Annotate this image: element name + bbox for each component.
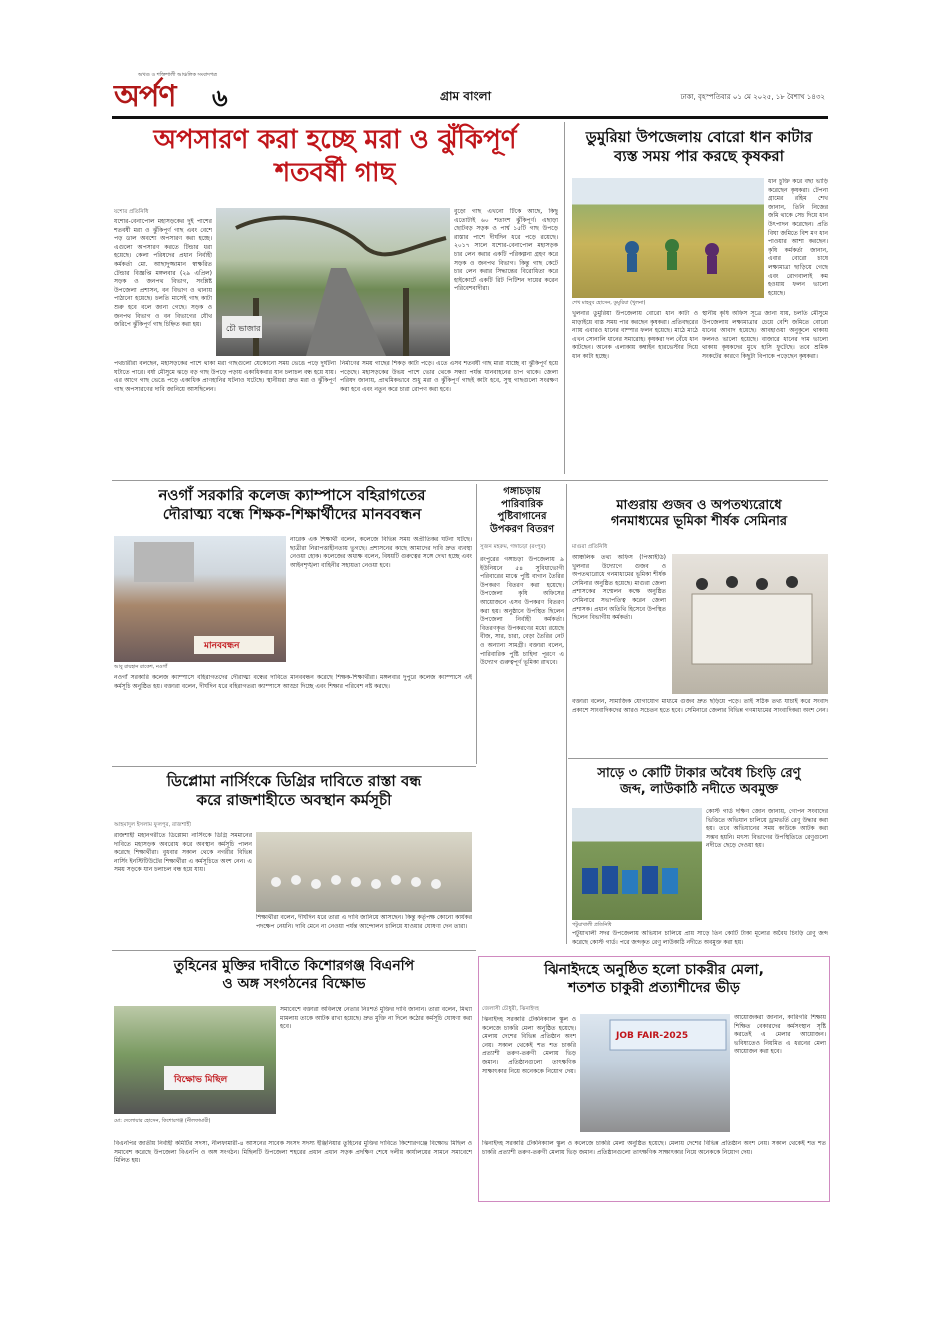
diploma-byline: আহমাদুল ইসলাম ফুলপুর, রাজশাহী [114, 822, 191, 828]
diploma-headline-line-2: করে রাজশাহীতে অবস্থান কর্মসূচী [196, 790, 392, 809]
job-fair-illustration [580, 1014, 730, 1132]
human-chain-illustration [114, 536, 286, 662]
naogaon-caption: আবু রায়হান রাকেশ, নওগাঁ [114, 664, 168, 670]
rally-illustration [114, 1006, 276, 1114]
row-divider [568, 758, 828, 759]
page-number: ৬ [212, 83, 228, 112]
kishoreganj-caption: মো: দেলোয়ার হোসেন, কিশোরগঞ্জ (নীলফামারী) [114, 1118, 211, 1124]
column-divider [566, 484, 567, 944]
trees-headline-line-1: অপসারণ করা হচ্ছে মরা ও ঝুঁকিপূর্ণ [153, 125, 517, 155]
magura-byline: মাগুরা প্রতিনিধি [572, 544, 608, 550]
trees-body-lower-2: নির্মাণের সময় গাছের শিকড় কাটা পড়ে। এতে এসব শতবর্ষী গাছ মারা যাচ্ছে বা ঝুঁকিপূর্ণ হয়ে পড়েছে। মহাসড়কের উভয় পাশে ভোর থেকে সন্ধ্যা পর্যন্ত যানবাহনের চাপ থাকে। জেলা পরিষদ জানায়, প্রাথমিকভাবে শুধু মরা ও ঝুঁকিপূর্ণ গাছই কাটা হবে, সুস্থ গাছগুলো সংরক্ষণ করা হবে এবং নতুন করে চারা রোপণ করা হবে। [340, 360, 558, 393]
dateline: ঢাকা, বৃহস্পতিবার ০১ মে ২০২৫, ১৮ বৈশাখ ১৪৩২ [680, 93, 825, 101]
magura-body-lower: বক্তারা বলেন, সামাজিক যোগাযোগ মাধ্যমে গুজব দ্রুত ছড়িয়ে পড়ে। তাই সঠিক তথ্য যাচাই করে সংবাদ প্রকাশে সাংবাদিকদের আরও সচেতন হতে হবে। সেমিনারে জেলার বিভিন্ন গণমাধ্যমের সাংবাদিকরা অংশ নেন। [572, 698, 828, 714]
jhenaidah-banner-text: JOB FAIR-2025 [616, 1031, 689, 1041]
shrimp-headline [570, 766, 828, 799]
gangachara-headline [480, 486, 564, 536]
harvest-headline [570, 128, 828, 166]
magura-headline-line-1: মাগুরায় গুজব ও অপতথ্যরোধে [616, 498, 782, 513]
section-name: গ্রাম বাংলা [440, 89, 492, 103]
logo-wordmark: অর্পণ [114, 79, 176, 114]
row-divider [112, 766, 476, 767]
shrimp-body-side: কোস্ট গার্ড দক্ষিণ জোন জানায়, গোপন সংবাদের ভিত্তিতে অভিযান চালিয়ে ড্রামভর্তি রেণু উদ্ধার করা হয়। তবে অভিযানের সময় কাউকে আটক করা সম্ভব হয়নি। মৎস্য বিভাগের উপস্থিতিতে রেণুগুলো নদীতে ছেড়ে দেওয়া হয়। [706, 808, 828, 850]
seminar-room-illustration [672, 554, 828, 694]
trees-body-col1: যশোর-বেনাপোল মহাসড়কের দুই পাশের শতবর্ষী মরা ও ঝুঁকিপূর্ণ গাছ এবং বেশে পড় ডাল অবশ্যে অপসারণ করা হচ্ছে। এগুলো অপসারণ করতে টিন্ডার ধরা হয়েছে। কেলা পরিষদের প্রধান নির্বাহী কর্মকর্তা মো. আছাদুজ্জামান স্বাক্ষরিত টেন্ডার বিজ্ঞপ্তি মঙ্গলবার (২৯ এপ্রিল) সড়ক ও জনপথ বিভাগ, সংশ্লিষ্ট উপজেলা প্রশাসন, বন বিভাগ ও থানায় পাঠানো হয়েছে। চলতি মাসেই গাছ কাটা শুরু হবে বলে জানা গেছে। সড়ক ও জনপথ বিভাগ ও বন বিভাগের যৌথ জরিপে ঝুঁকিপূর্ণ গাছ চিহ্নিত করা হয়। [114, 218, 212, 329]
naogaon-banner-text: মানববন্ধন [204, 641, 240, 651]
shrimp-photo [572, 808, 702, 920]
shrimp-headline-line-2: জব্দ, লাউকাঠি নদীতে অবমুক্ত [619, 782, 779, 798]
kishoreganj-photo [114, 1006, 276, 1114]
naogaon-headline-line-1: নওগাঁ সরকারি কলেজ ক্যাম্পাসে বহিরাগতের [158, 486, 426, 504]
harvest-field-illustration [572, 178, 764, 298]
row-divider [112, 480, 828, 481]
naogaon-photo [114, 536, 286, 662]
column-divider [564, 122, 565, 474]
jhenaidah-headline [482, 962, 826, 997]
kishoreganj-body-col2: সমাবেশে বক্তারা অবিলম্বে নেতার নিঃশর্ত মুক্তির দাবি জানান। তারা বলেন, মিথ্যা মামলায় তাকে আটক রাখা হয়েছে। দ্রুত মুক্তি না দিলে কঠোর কর্মসূচি ঘোষণা করা হবে। [280, 1006, 472, 1031]
diploma-headline [112, 772, 476, 810]
harvest-body-side: ধান চুক্তি করে বছা ভাড়ি করেছেন কৃষকরা। টেপনা গ্রামের রহিম শেখ জানান, তিনি নিজের জমি থাকে সেচ দিয়ে ধান উৎপাদন করেছেন। প্রতি বিঘা জমিতে বিশ মণ ধান পাওয়ার আশা করছেন। কৃষি কর্মকর্তা জানান, এবার বোরো চাষে লক্ষ্যমাত্রা ছাড়িয়ে গেছে এবং রোগবালাই কম হওয়ায় ফলন ভালো হয়েছে। [768, 178, 828, 297]
shrimp-caption: পটুয়াখালী প্রতিনিধি [572, 922, 612, 928]
kishoreganj-headline-line-1: তুহিনের মুক্তির দাবীতে কিশোরগঞ্জ বিএনপি [173, 958, 415, 974]
harvest-headline-line-1: ডুমুরিয়া উপজেলায় বোরো ধান কাটার [585, 128, 813, 146]
seized-drums-illustration [572, 808, 702, 920]
jhenaidah-body-col3: আয়োজকরা জানান, কারিগরি শিক্ষায় শিক্ষিত বেকারদের কর্মসংস্থান সৃষ্টি করতেই এ মেলার আয়োজন। ভবিষ্যতেও নিয়মিত এ ধরনের মেলা আয়োজন করা হবে। [734, 1014, 826, 1056]
masthead-rule [112, 116, 828, 119]
jhenaidah-body-col1: ঝিনাইদহ সরকারি টেকনিক্যাল স্কুল ও কলেজে চাকরি মেলা অনুষ্ঠিত হয়েছে। মেলায় দেশের বিভিন্ন প্রতিষ্ঠান অংশ নেয়। সকাল থেকেই শত শত চাকরি প্রত্যাশী তরুণ-তরুণী মেলায় ভিড় জমান। প্রতিষ্ঠানগুলো তাৎক্ষণিক সাক্ষাৎকার নিয়ে অনেককে নিয়োগ দেয়। [482, 1016, 576, 1075]
naogaon-headline-line-2: দৌরাত্ম্য বন্ধে শিক্ষক-শিক্ষার্থীদের মানববন্ধন [162, 504, 422, 523]
kishoreganj-headline [112, 958, 476, 993]
diploma-body-lower: শিক্ষার্থীরা বলেন, দীর্ঘদিন ধরে তারা এ দাবি জানিয়ে আসছেন। কিন্তু কর্তৃপক্ষ কোনো কার্যকর পদক্ষেপ নেয়নি। দাবি মেনে না নেওয়া পর্যন্ত আন্দোলন চালিয়ে যাওয়ার ঘোষণা দেন তারা। [256, 914, 472, 930]
trees-photo-sign: চৌ ভাজার [226, 324, 261, 333]
shrimp-body-lower: পটুয়াখালী সদর উপজেলায় অভিযান চালিয়ে প্রায় সাড়ে তিন কোটি টাকা মূল্যের অবৈধ চিংড়ি রেণু জব্দ করেছে কোস্ট গার্ড। পরে জব্দকৃত রেণু লাউকাঠি নদীতে অবমুক্ত করা হয়। [572, 930, 828, 946]
column-divider [476, 484, 477, 764]
trees-body-lower-1: পথচারীরা বলছেন, মহাসড়কের পাশে থাকা মরা গাছগুলো যেকোনো সময় ভেঙে পড়ে দুর্ঘটনা ঘটাতে পারে। বর্ষা মৌসুমে ঝড়ে বড় গাছ উপড়ে পড়ায় একাধিকবার যান চলাচল বন্ধ হয়ে যায়। এর আগে গাছ ভেঙে পড়ে একাধিক প্রাণহানির ঘটনাও ঘটেছে। স্থানীয়রা দ্রুত মরা ও ঝুঁকিপূর্ণ গাছ অপসারণের দাবি জানিয়ে আসছিলেন। [114, 360, 336, 393]
jhenaidah-headline-line-2: শতশত চাকুরী প্রত্যাশীদের ভীড় [568, 979, 740, 996]
diploma-headline-line-1: ডিপ্লোমা নার্সিংকে ডিগ্রির দাবিতে রাস্তা বন্ধ [166, 772, 422, 790]
jhenaidah-byline: জেলাসী চৌধুরী, ঝিনাইদহ [482, 1006, 540, 1012]
trees-body-col3: বুড়ো গাছ এখনো টিকে আছে, কিছু এতোটাই ৬০ শতাংশ ঝুঁকিপূর্ণ। এছাড়া ছোটবড় সড়ক ও পার্শ্ব ১৫টি গাছ উপড়ে রাস্তার পাশে দীর্ঘদিন ধরে পড়ে রয়েছে। ২০১৭ সালে যশোর-বেনাপোল মহাসড়ক চার লেন করার একটি পরিকল্পনা গ্রহণ করে সড়ক ও জনপথ বিভাগ। কিন্তু গাছ কেটে চার লেন করার সিদ্ধান্তের বিরোধিতা করে হাইকোর্টে একটি রিট পিটিশন দায়ের করেন পরিবেশবাদীরা। [454, 208, 558, 293]
shrimp-headline-line-1: সাড়ে ৩ কোটি টাকার অবৈধ চিংড়ি রেণু [597, 766, 801, 781]
gangachara-headline-line-1: গঙ্গাচড়ায় [503, 486, 541, 497]
jhenaidah-photo [580, 1014, 730, 1132]
harvest-caption: শেখ মাহবুব হোসেন, ডুমুরিয়া (খুলনা) [572, 300, 646, 306]
gangachara-headline-line-4: উপকরণ বিতরণ [489, 523, 555, 535]
protest-crowd-illustration [256, 832, 472, 912]
trees-headline [112, 124, 558, 189]
kishoreganj-headline-line-2: ও অঙ্গ সংগঠনের বিক্ষোভ [222, 975, 366, 992]
jhenaidah-headline-line-1: ঝিনাইদহে অনুষ্ঠিত হলো চাকরীর মেলা, [544, 962, 764, 978]
harvest-headline-line-2: ব্যস্ত সময় পার করছে কৃষকরা [614, 146, 784, 165]
trees-photo [216, 208, 450, 356]
magura-body-col1: আঞ্চলিক তথ্য অফিস (পিআইডি) খুলনার উদ্যোগে গুজব ও অপতথ্যরোধে গনমাধ্যমের ভূমিকা শীর্ষক সেমিনার অনুষ্ঠিত হয়েছে। মাগুরা জেলা প্রশাসকের সম্মেলন কক্ষে অনুষ্ঠিত সেমিনারে সভাপতিত্ব করেন জেলা প্রশাসক। প্রধান অতিথি হিসেবে উপস্থিত ছিলেন বিভাগীয় কর্মকর্তা। [572, 554, 666, 622]
diploma-body-col1: রাজশাহী মহানগরীতে ডিপ্লোমা নার্সিংকে ডিগ্রি সমমানের দাবিতে মহাসড়ক অবরোধ করে অবস্থান কর্মসূচি পালন করেছে শিক্ষার্থীরা। বুধবার সকাল থেকে নগরীর বিভিন্ন নার্সিং ইনস্টিটিউটের শিক্ষার্থীরা এ কর্মসূচিতে অংশ নেন। এ সময় সড়কে যান চলাচল বন্ধ হয়ে যায়। [114, 832, 252, 874]
naogaon-body-lower: নওগাঁ সরকারি কলেজ ক্যাম্পাসে বহিরাগতদের দৌরাত্ম্য বন্ধের দাবিতে মানববন্ধন করেছে শিক্ষক-শিক্ষার্থীরা। মঙ্গলবার দুপুরে কলেজ ক্যাম্পাসে এই কর্মসূচি অনুষ্ঠিত হয়। বক্তারা বলেন, দীর্ঘদিন ধরে বহিরাগতরা ক্যাম্পাসে আড্ডা দিচ্ছে এবং শিক্ষার পরিবেশ নষ্ট করছে। [114, 674, 472, 690]
magura-headline [570, 498, 828, 531]
kishoreganj-body-lower: বিএনপির জাতীয় নির্বাহী কমিটির সদস্য, নীলফামারী-৪ আসনের সাবেক সংসদ সদস্য ইঞ্জিনিয়ার তুহিনের মুক্তির দাবিতে কিশোরগঞ্জে বিক্ষোভ মিছিল ও সমাবেশ করেছে উপজেলা বিএনপি ও অঙ্গ সংগঠন। মিছিলটি উপজেলা শহরের প্রধান প্রধান সড়ক প্রদক্ষিণ শেষে দলীয় কার্যালয়ের সামনে সমাবেশে মিলিত হয়। [114, 1140, 472, 1165]
kishoreganj-banner-text: বিক্ষোভ মিছিল [174, 1075, 228, 1085]
trees-headline-line-2: শতবর্ষী গাছ [274, 157, 396, 188]
gangachara-byline: সুজন মহরুম, গঙ্গাচড়া (রংপুর) [480, 544, 546, 550]
gangachara-headline-line-2: পারিবারিক [501, 498, 543, 510]
harvest-body-col1: খুলনার ডুমুরিয়া উপজেলায় বোরো ধান কাটা ও মাড়াইয়ে ব্যস্ত সময় পার করছেন কৃষকরা। প্রতিবছরের ন্যায় এবারও ধানের বাম্পার ফলন হয়েছে। মাঠে মাঠে এখন সোনালি ধানের সমারোহ। কৃষকরা দল বেঁধে ধান কাটছেন। অনেক এলাকায় কম্বাইন হারভেস্টার দিয়ে ধান কাটা হচ্ছে। [572, 310, 698, 360]
naogaon-headline [112, 486, 472, 524]
row-divider [112, 950, 476, 951]
jhenaidah-body-lower: ঝিনাইদহ সরকারি টেকনিক্যাল স্কুল ও কলেজে চাকরি মেলা অনুষ্ঠিত হয়েছে। মেলায় দেশের বিভিন্ন প্রতিষ্ঠান অংশ নেয়। সকাল থেকেই শত শত চাকরি প্রত্যাশী তরুণ-তরুণী মেলায় ভিড় জমান। প্রতিষ্ঠানগুলো তাৎক্ষণিক সাক্ষাৎকার নিয়ে অনেককে নিয়োগ দেয়। [482, 1140, 826, 1156]
gangachara-body: রংপুরের গঙ্গাচড়া উপজেলায় ৯ ইউনিয়নে ৫৪ সুবিধাভোগী পরিবারের মাঝে পুষ্টি বাগান তৈরির উপকরণ বিতরণ করা হয়েছে। উপজেলা কৃষি অফিসের আয়োজনে এসব উপকরণ বিতরণ করা হয়। অনুষ্ঠানে উপস্থিত ছিলেন উপজেলা নির্বাহী কর্মকর্তা। বিতরণকৃত উপকরণের মধ্যে রয়েছে বীজ, সার, চারা, বেড়া তৈরির নেট ও অন্যান্য সামগ্রী। বক্তারা বলেন, পারিবারিক পুষ্টি চাহিদা পূরণে এ উদ্যোগ গুরুত্বপূর্ণ ভূমিকা রাখবে। [480, 556, 564, 667]
magura-headline-line-2: গনমাধ্যমের ভূমিকা শীর্ষক সেমিনার [610, 514, 788, 530]
masthead-logo [114, 72, 217, 116]
harvest-body-col2: স্থানীয় কৃষি অফিস সূত্রে জানা যায়, চলতি মৌসুমে উপজেলায় লক্ষ্যমাত্রার চেয়ে বেশি জমিতে বোরো ধানের আবাদ হয়েছে। আবহাওয়া অনুকূলে থাকায় ফলনও ভালো হয়েছে। বাজারে ধানের দাম ভালো থাকায় কৃষকদের মুখে হাসি ফুটেছে। তবে শ্রমিক সংকটের কারণে কিছুটা বিপাকে পড়েছেন কৃষকরা। [702, 310, 828, 360]
trees-byline: যশোর প্রতিনিধি [114, 209, 149, 215]
magura-photo [672, 554, 828, 694]
tree-road-illustration [216, 208, 450, 356]
naogaon-body-col2: নারেক এক শিক্ষার্থী বলেন, কলেজে বিভিন্ন সময় অপ্রীতিকর ঘটনা ঘটছে। ছাত্রীরা নিরাপত্তাহীনতায় ভুগছে। প্রশাসনের কাছে আমাদের দাবি দ্রুত ব্যবস্থা নেওয়া হোক। কলেজের অধ্যক্ষ বলেন, বিষয়টি গুরুত্বের সঙ্গে দেখা হচ্ছে এবং আইনশৃঙ্খলা বাহিনীর সহায়তা নেওয়া হবে। [290, 536, 472, 569]
masthead-tagline: অখণ্ড ও শক্তিশালী আঞ্চলিক সংবাদপত্র [138, 72, 217, 78]
gangachara-headline-line-3: পুষ্টিবাগানের [497, 511, 547, 522]
diploma-photo [256, 832, 472, 912]
harvest-photo [572, 178, 764, 298]
